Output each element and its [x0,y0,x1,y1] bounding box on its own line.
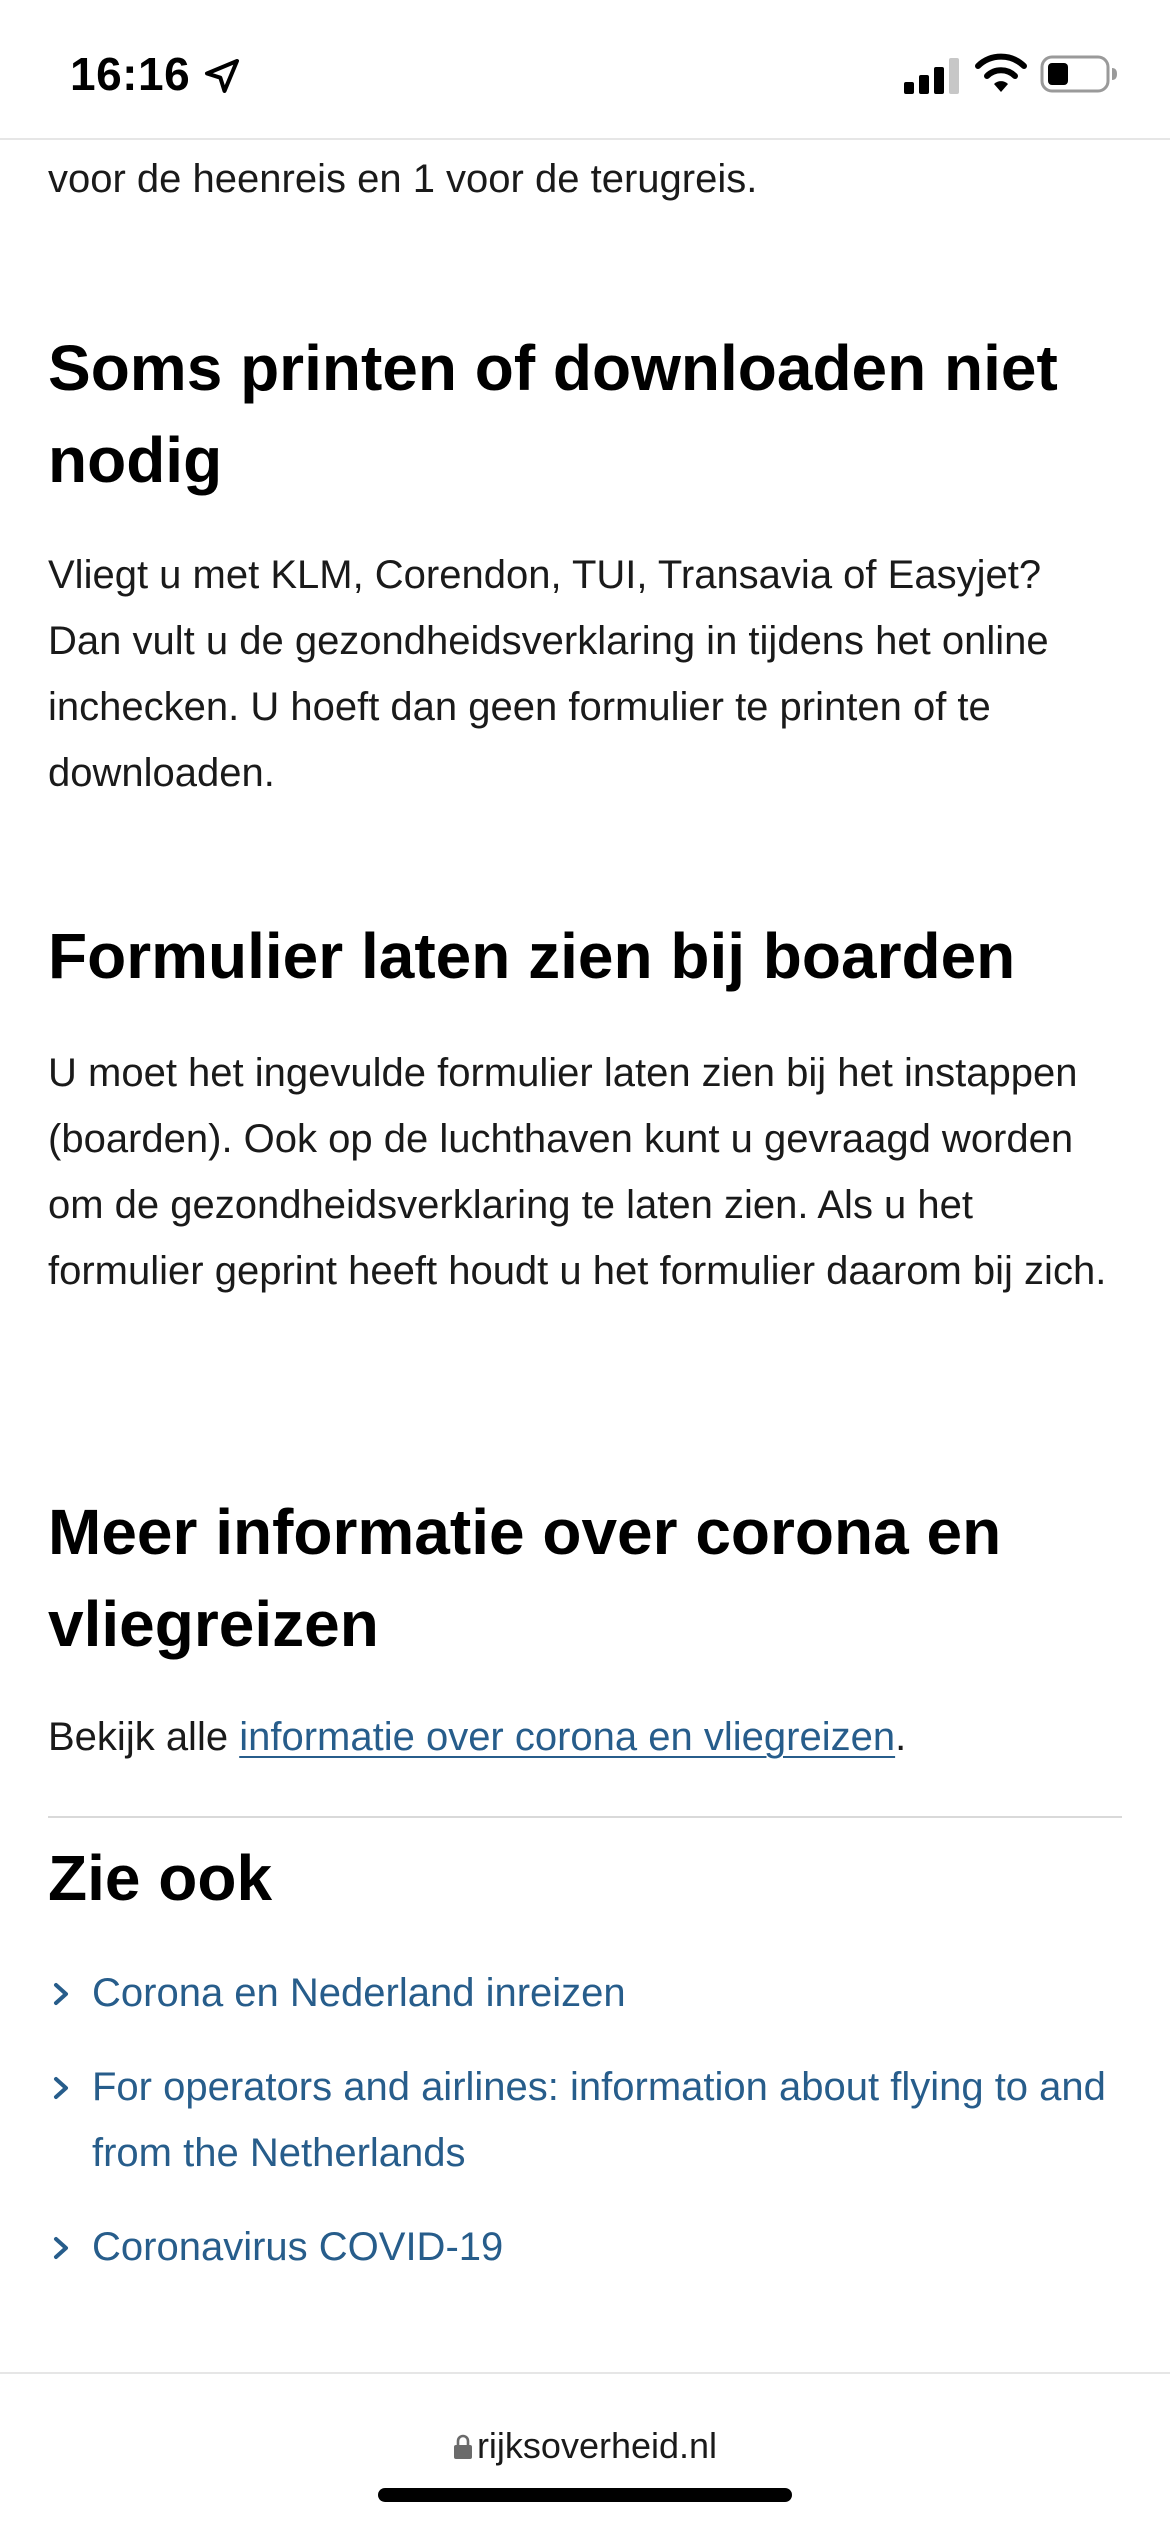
chevron-right-icon [52,1982,72,2006]
lock-icon [453,2434,473,2460]
status-bar [0,0,1170,140]
section-body-printen: Vliegt u met KLM, Corendon, TUI, Transavia of Easyjet? Dan vult u de gezondheidsverklaring in tijdens het online inchecken. U hoeft dan geen formulier te printen of te downloaden. [48,553,1049,795]
see-also-link-operators-airlines[interactable]: For operators and airlines: information about flying to and from the Netherlands [92,2065,1106,2175]
intro-paragraph: voor de heenreis en 1 voor de terugreis. [48,157,758,201]
chevron-right-icon [52,2076,72,2100]
cellular-signal-icon [904,58,960,94]
see-also-link-corona-inreizen[interactable]: Corona en Nederland inreizen [92,1971,626,2015]
section-body-boarden: U moet het ingevulde formulier laten zien bij het instappen (boarden). Ook op de luchthaven kunt u gevraagd worden om de gezondheidsverklaring te laten zien. Als u het formulier geprint heeft houdt u het formulier daarom bij zich. [48,1051,1107,1293]
meer-informatie-suffix: . [895,1715,907,1759]
section-heading-printen: Soms printen of downloaden niet nodig [48,332,1058,496]
battery-icon [1040,54,1118,94]
address-bar[interactable] [0,2422,1170,2470]
status-time: 16:16 [70,48,191,100]
see-also-item[interactable] [48,2054,1122,2186]
see-also-item[interactable] [48,2214,1122,2280]
see-also-link-coronavirus[interactable]: Coronavirus COVID-19 [92,2225,504,2269]
see-also-item[interactable] [48,1960,1122,2026]
section-heading-boarden: Formulier laten zien bij boarden [48,920,1016,992]
wifi-icon [974,52,1028,94]
section-divider [48,1816,1122,1818]
see-also-heading: Zie ook [48,1842,273,1914]
chevron-right-icon [52,2236,72,2260]
address-url: rijksoverheid.nl [476,2425,718,2466]
browser-bottom-bar [0,2372,1170,2532]
home-indicator[interactable] [378,2488,792,2502]
section-heading-meer-informatie: Meer informatie over corona en vliegreizen [48,1496,1002,1660]
location-arrow-icon [202,56,242,96]
section-body-meer-informatie [48,1704,906,1770]
meer-informatie-prefix: Bekijk alle [48,1715,240,1759]
see-also-list [48,1960,1122,2308]
corona-vliegreizen-link[interactable]: informatie over corona en vliegreizen [239,1715,896,1759]
